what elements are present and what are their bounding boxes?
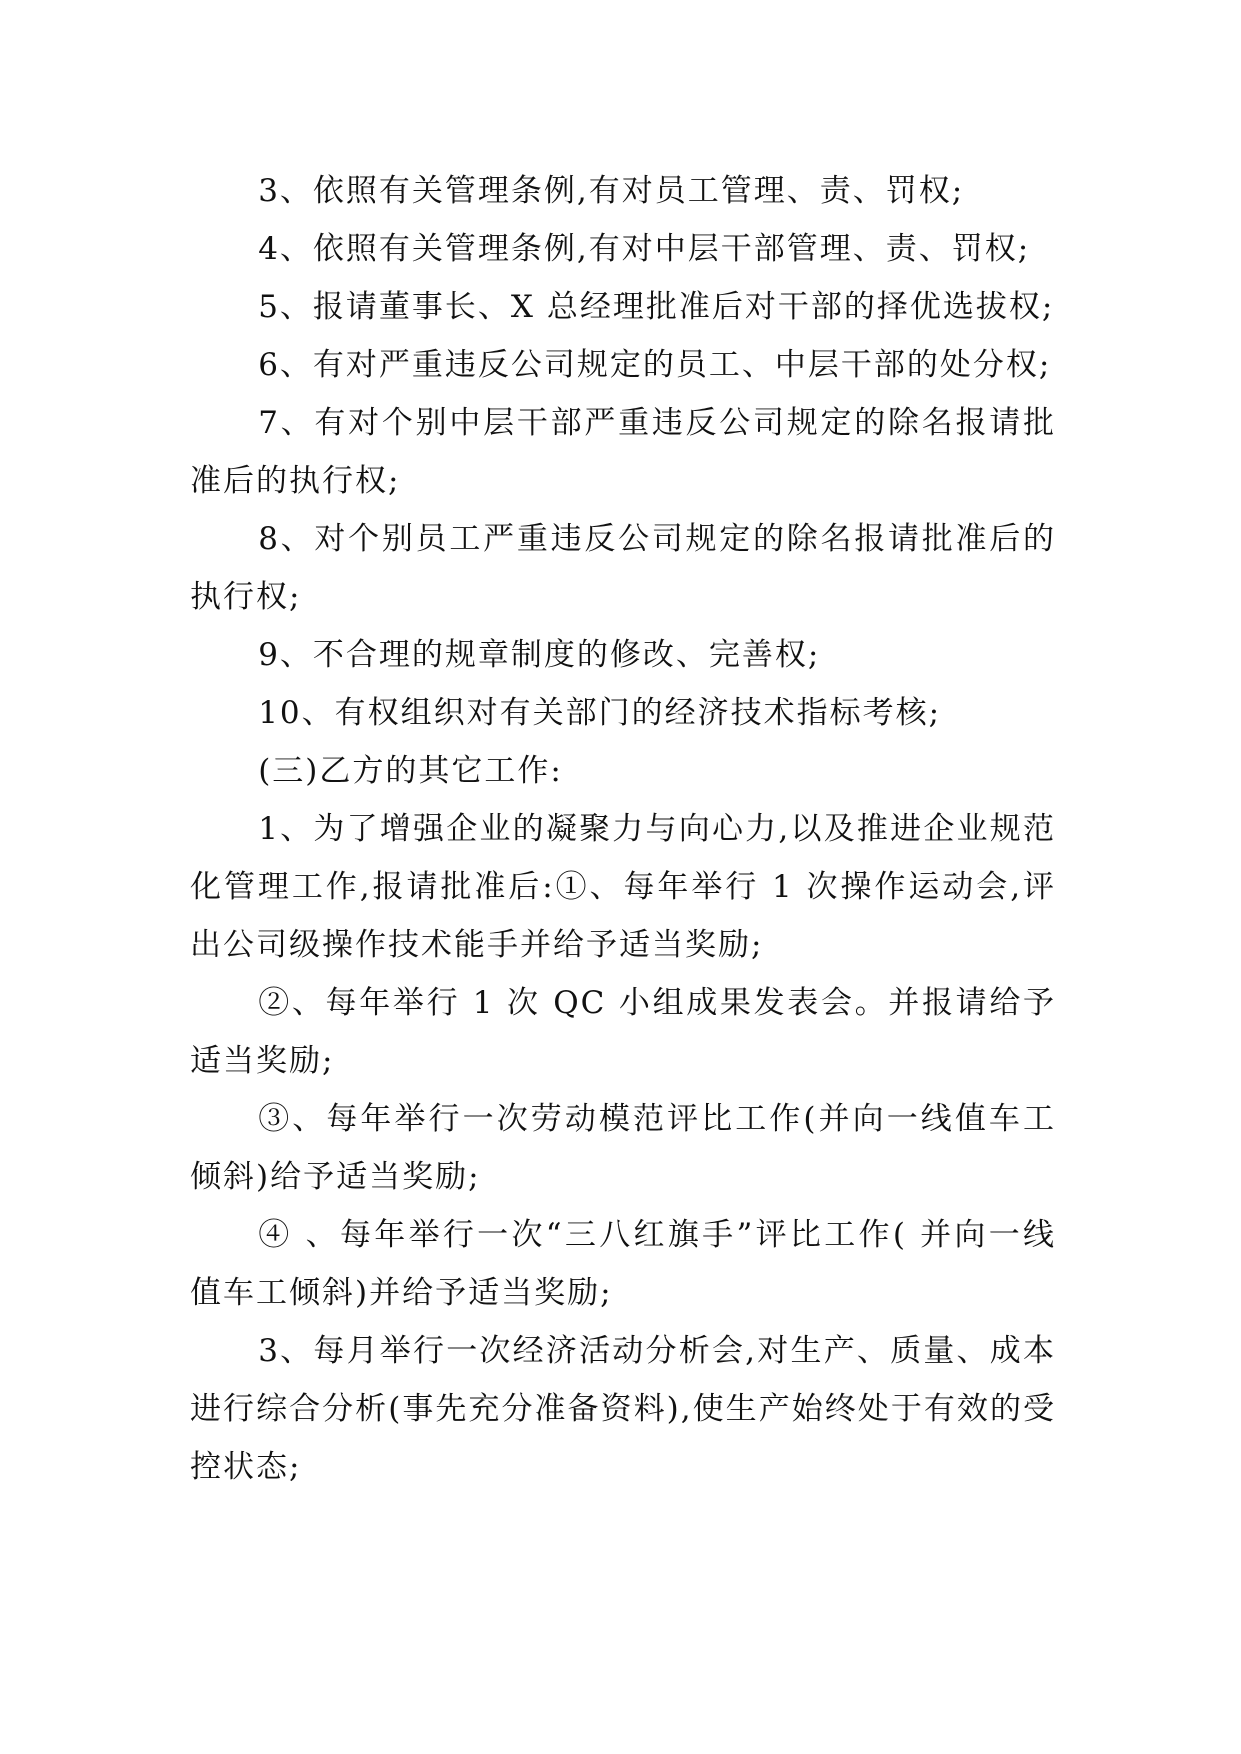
paragraph-item-1: 1、为了增强企业的凝聚力与向心力,以及推进企业规范化管理工作,报请批准后:①、每年举行 1 次操作运动会,评出公司级操作技术能手并给予适当奖励; <box>190 811 1056 963</box>
paragraph-item-4: 4、依照有关管理条例,有对中层干部管理、责、罚权; <box>258 231 1031 267</box>
paragraph-item-9: 9、不合理的规章制度的修改、完善权; <box>258 637 821 673</box>
paragraph-subitem-4: ④ 、每年举行一次“三八红旗手”评比工作( 并向一线值车工倾斜)并给予适当奖励; <box>190 1217 1056 1311</box>
document-body <box>190 162 1056 1496</box>
paragraph-item-10: 10、有权组织对有关部门的经济技术指标考核; <box>258 695 942 731</box>
paragraph-subitem-2: ②、每年举行 1 次 QC 小组成果发表会。并报请给予适当奖励; <box>190 985 1056 1079</box>
paragraph-item-3: 3、依照有关管理条例,有对员工管理、责、罚权; <box>258 173 965 209</box>
section-heading-other-work: (三)乙方的其它工作: <box>258 753 563 789</box>
paragraph-item-5: 5、报请董事长、X 总经理批准后对干部的择优选拔权; <box>258 289 1055 325</box>
paragraph-item-8: 8、对个别员工严重违反公司规定的除名报请批准后的执行权; <box>190 521 1056 615</box>
paragraph-subitem-3: ③、每年举行一次劳动模范评比工作(并向一线值车工倾斜)给予适当奖励; <box>190 1101 1056 1195</box>
paragraph-item-3-monthly: 3、每月举行一次经济活动分析会,对生产、质量、成本进行综合分析(事先充分准备资料),使生产始终处于有效的受控状态; <box>190 1333 1056 1485</box>
paragraph-item-7: 7、有对个别中层干部严重违反公司规定的除名报请批准后的执行权; <box>190 405 1056 499</box>
paragraph-item-6: 6、有对严重违反公司规定的员工、中层干部的处分权; <box>258 347 1052 383</box>
